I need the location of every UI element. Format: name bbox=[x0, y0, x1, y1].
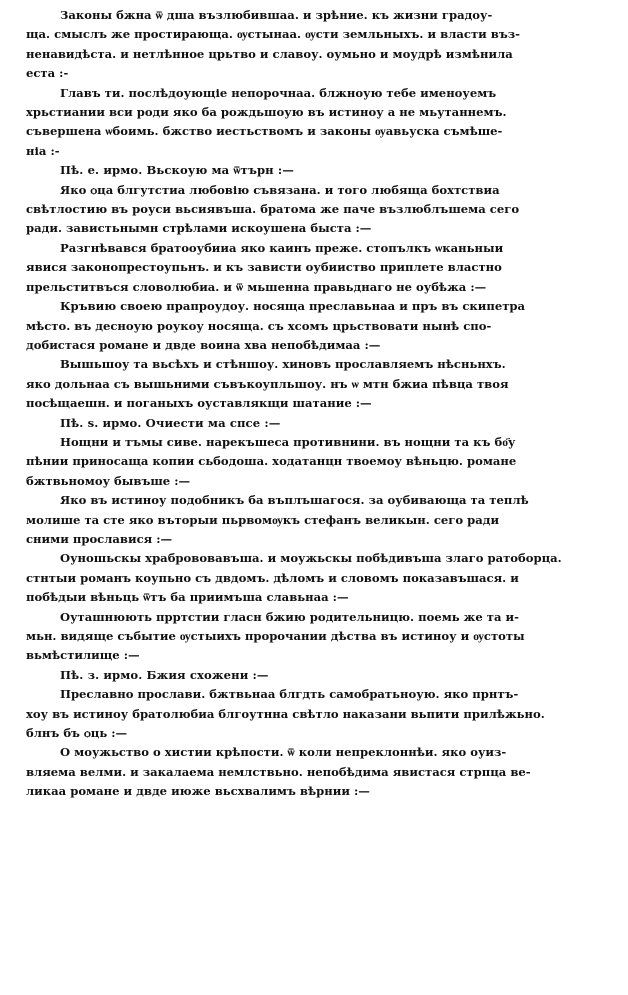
text-line: хрьстиании вси роди яко ба рождьшоую въ истиноу а не мьутаннемъ. bbox=[26, 105, 507, 120]
text-line: ненавидѣста. и нетлѣнное црьтво и славоу. оумьно и моудрѣ измѣнила bbox=[26, 46, 513, 61]
verse-paragraph bbox=[26, 181, 616, 239]
text-line: явися законопрестоупьнъ. и къ зависти оубииство приплете властно bbox=[26, 260, 502, 275]
text-line: хоу въ истиноу братолюбиа блгоутнна свѣтло наказани вьпити прилѣжьно. bbox=[26, 706, 545, 721]
text-line: Преславно прослави. бжтвьнаа блгдть самобратьноую. яко прнтъ- bbox=[60, 687, 519, 702]
text-line: молише та сте яко въторыи пьрвомѹкъ стефанъ великын. сего ради bbox=[26, 512, 500, 527]
ode-heading: Пѣ. ѕ. ирмо. Очиести ма спсе :— bbox=[60, 415, 281, 430]
verse-paragraph bbox=[26, 297, 616, 355]
verse-paragraph bbox=[26, 685, 616, 743]
text-line: прельститвъся словолюбиа. и ѿ мьшенна правьднаго не оубѣжа :— bbox=[26, 279, 487, 294]
verse-paragraph bbox=[26, 433, 616, 491]
text-line: Главъ ти. послѣдоующіе непорочнаа. блжноую тебе именоуемъ bbox=[60, 85, 497, 100]
verse-paragraph bbox=[26, 355, 616, 413]
text-line: Законы бжна ѿ дша възлюбившаа. и зрѣние. къ жизни градоу- bbox=[60, 8, 493, 22]
text-line: ніа :- bbox=[26, 143, 60, 158]
verse-paragraph bbox=[26, 84, 616, 162]
verse-paragraph bbox=[26, 239, 616, 297]
text-line: съвершена ѡбоимь. бжство иестьствомъ и законы ѹавьуска съмѣше- bbox=[26, 124, 503, 139]
text-line: вьмѣстилище :— bbox=[26, 648, 140, 663]
ode-heading: Пѣ. е. ирмо. Вьскоую ма ѿтърн :— bbox=[60, 163, 294, 178]
text-line: мѣсто. въ десноую роукоу носяща. съ хсомъ црьствовати нынѣ спо- bbox=[26, 318, 492, 333]
text-line: Яко ѻца блгутстиа любовію съвязана. и того любяща бохтствиа bbox=[60, 182, 500, 197]
text-line: добистася романе и двде воина хва непобѣдимаа :— bbox=[26, 337, 381, 352]
text-line: Оуташнюють прртстии гласн бжию родительницю. поемь же та и- bbox=[60, 609, 519, 624]
text-line: еста :- bbox=[26, 66, 69, 81]
text-line: пѣнии приносаща копии сьбодоша. ходатанцн твоемоу вѣньцю. романе bbox=[26, 454, 517, 469]
text-line: побѣдыи вѣньць ѿтъ ба приимъша славьнаа :— bbox=[26, 590, 349, 605]
text-line: ради. завистьнымн стрѣлами искоушена быста :— bbox=[26, 221, 372, 236]
text-line: Разгнѣвався братооубииа яко каинъ преже. стопълкъ ѡканьныи bbox=[60, 240, 504, 255]
verse-paragraph bbox=[26, 491, 616, 549]
text-line: Кръвию своею прапроудоу. носяща преславьнаа и пръ въ скипетра bbox=[60, 299, 526, 314]
text-line: стнтыи романъ коупьно съ двдомъ. дѣломъ и словомъ показавъшася. и bbox=[26, 570, 519, 585]
text-line: ликаа романе и двде июже вьсхвалимъ вѣрнии :— bbox=[26, 784, 370, 799]
text-line: вляема велми. и закалаема немлствьно. непобѣдима явистася стрпца ве- bbox=[26, 764, 531, 779]
verse-paragraph bbox=[26, 6, 616, 84]
text-line: ща. смыслъ же простирающа. ѹстынаа. ѹсти земльныхъ. и власти въз- bbox=[26, 27, 520, 42]
text-line: свѣтлостию въ роуси вьсиявъша. братома же паче възлюблъшема сего bbox=[26, 202, 520, 217]
text-line: Оуношьскы храбрововавъша. и моужьскы побѣдивъша злаго ратоборца. bbox=[60, 551, 562, 566]
verse-paragraph bbox=[26, 549, 616, 607]
text-line: Нощни и тъмы сиве. нарекъшеса противнини. въ нощни та къ бо҃у bbox=[60, 434, 516, 449]
text-line: Вышьшоу та вьсѣхъ и стѣншоу. хиновъ прославляемъ нѣсньнхъ. bbox=[60, 357, 506, 372]
text-line: яко дольнаа съ вышьними съвъкоупльшоу. нъ ѡ мтн бжиа пѣвца твоя bbox=[26, 376, 509, 391]
verse-paragraph bbox=[26, 608, 616, 666]
text-line: мьн. видяще събытие ѹстыихъ пророчании дѣства въ истиноу и ѹстоты bbox=[26, 629, 525, 643]
verse-paragraph bbox=[26, 743, 616, 801]
text-line: бжтвьномоу бывъше :— bbox=[26, 473, 191, 488]
text-line: Яко въ истиноу подобникъ ба въплъшагося. за оубивающа та теплѣ bbox=[60, 493, 529, 508]
text-line: О моужьство о хистии крѣпости. ѿ коли непреклоннѣи. яко оуиз- bbox=[60, 745, 507, 760]
ode-heading: Пѣ. з. ирмо. Бжия схожени :— bbox=[60, 667, 269, 682]
text-line: сними прославися :— bbox=[26, 531, 173, 546]
text-line: посѣщаешн. и поганыхъ оуставлякщи шатание :— bbox=[26, 396, 372, 411]
text-line: блнъ бъ ѻць :— bbox=[26, 726, 128, 741]
